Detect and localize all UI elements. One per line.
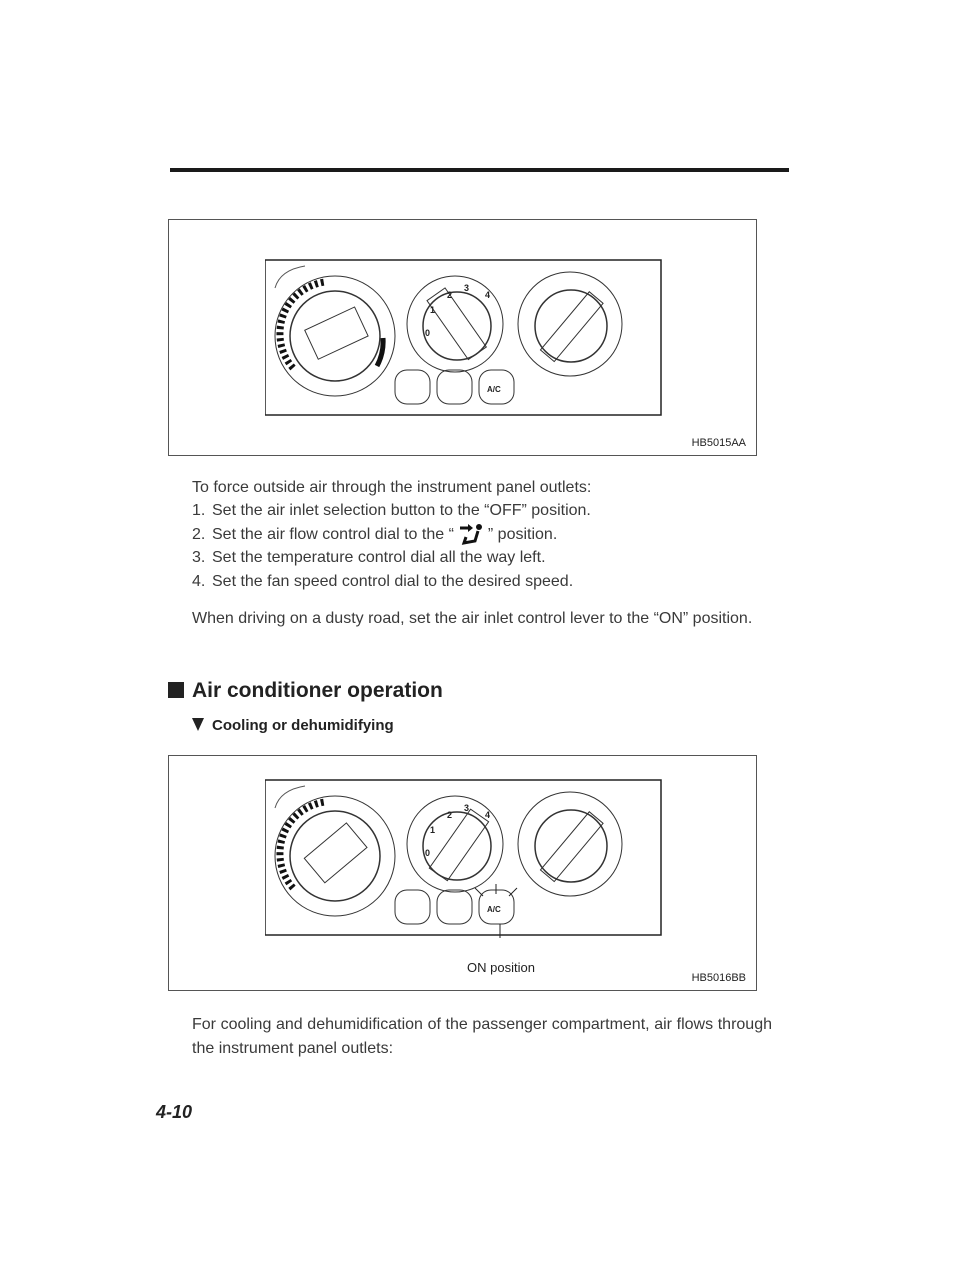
fan-speed-1: 1 [430, 825, 436, 835]
climate-control-illustration [265, 258, 665, 418]
step-list [192, 499, 591, 593]
section-heading: Air conditioner operation [168, 679, 443, 703]
on-position-label: ON position [467, 960, 535, 975]
figure-code: HB5016BB [691, 972, 746, 984]
fan-speed-4: 4 [485, 810, 491, 820]
cooling-text: For cooling and dehumidification of the passenger compartment, air flows through the instrument panel outlets: [192, 1016, 772, 1057]
step-item: 4. Set the fan speed control dial to the desired speed. [192, 572, 574, 590]
figure-code: HB5015AA [691, 437, 746, 449]
figure-climate-panel-2 [168, 755, 757, 991]
fan-speed-0: 0 [425, 848, 431, 858]
fan-speed-3: 3 [464, 803, 470, 813]
top-rule [170, 168, 789, 172]
fan-speed-1: 1 [430, 305, 436, 315]
dusty-road-text: When driving on a dusty road, set the air inlet control lever to the “ON” position. [192, 610, 753, 627]
fan-speed-0: 0 [425, 328, 431, 338]
subsection-heading: Cooling or dehumidifying [192, 717, 394, 734]
step-item: 2. Set the air flow control dial to the “ ” position. [192, 523, 591, 547]
figure-climate-panel-1 [168, 219, 757, 456]
vent-airflow-icon [458, 523, 484, 545]
triangle-bullet-icon [192, 718, 204, 731]
step-item: 1. Set the air inlet selection button to the “OFF” position. [192, 502, 591, 519]
fan-speed-3: 3 [464, 283, 470, 293]
fan-speed-2: 2 [447, 810, 453, 820]
fan-speed-2: 2 [447, 290, 453, 300]
step-item: 3. Set the temperature control dial all the way left. [192, 549, 546, 567]
fan-speed-4: 4 [485, 290, 491, 300]
ac-button-label: A/C [487, 385, 501, 394]
page-number: 4-10 [156, 1102, 193, 1122]
square-bullet-icon [168, 682, 184, 698]
climate-control-illustration [265, 778, 665, 938]
intro-text: To force outside air through the instrument panel outlets: [192, 479, 592, 496]
ac-button-label: A/C [487, 905, 501, 914]
